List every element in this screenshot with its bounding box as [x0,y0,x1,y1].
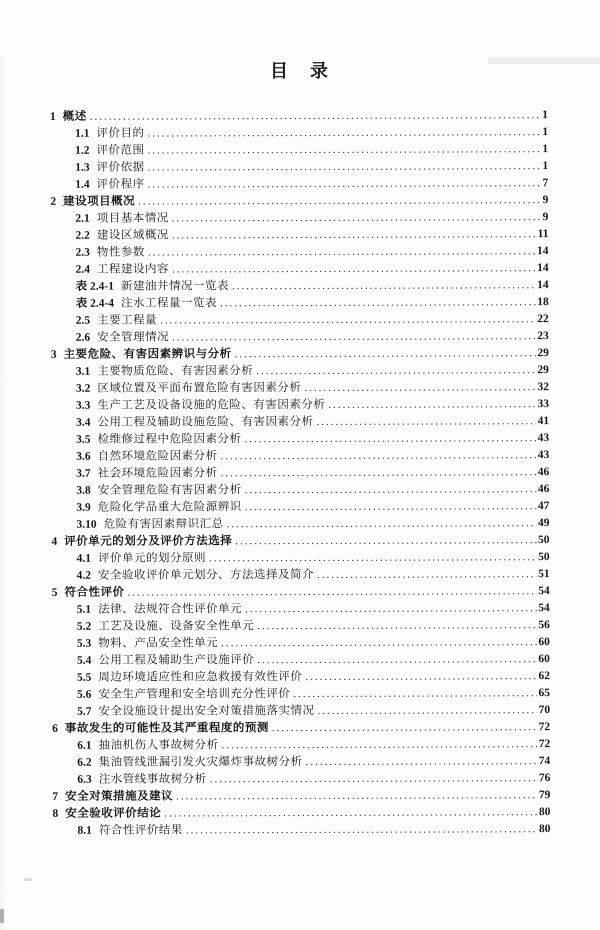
entry-page-number: 14 [536,245,549,258]
entry-page-number: 23 [537,330,549,343]
dot-leader [245,600,536,618]
toc-entry [52,821,550,840]
dot-leader [172,328,535,346]
toc-entry [52,719,550,738]
entry-title: 工程建设内容 [96,263,169,276]
entry-page-number: 54 [538,602,550,615]
dot-leader [172,226,536,244]
entry-number: 5.4 [76,654,92,667]
entry-page-number: 29 [537,347,549,360]
entry-title: 区域位置及平面布置危险有害因素分析 [97,381,302,395]
toc-entry [50,158,548,177]
dot-leader [222,736,537,754]
entry-number: 2.3 [75,246,90,259]
entry-title: 注水工程量一览表 [121,297,218,310]
entry-number: 3.2 [75,382,91,395]
toc-entry [50,209,548,228]
dot-leader [221,634,536,652]
toc-entry [51,396,549,415]
dot-leader [245,481,536,499]
entry-page-number: 50 [538,551,550,564]
entry-title: 危险有害因素辩识汇总 [103,518,224,531]
dot-leader [220,294,535,312]
entry-title: 评价程序 [96,178,145,191]
entry-page-number: 41 [537,415,550,428]
toc-entry [51,481,549,500]
toc-entry [51,311,549,330]
entry-number: 6.3 [77,773,92,786]
entry-number: 5.5 [76,671,92,684]
dot-leader [305,668,536,686]
toc-entry [51,464,549,483]
entry-page-number: 46 [537,466,550,479]
toc-entry [51,515,549,534]
entry-number: 2.6 [75,331,91,344]
entry-title: 工艺及设施、设备安全性单元 [98,620,255,633]
toc-entry [52,685,550,704]
entry-page-number: 50 [537,534,550,547]
toc-entry [51,362,549,381]
entry-title: 抽油机伤人事故树分析 [98,739,219,752]
entry-page-number: 7 [542,177,549,190]
entry-number: 5.3 [76,637,92,650]
entry-number: 3.7 [76,467,91,480]
entry-number: 8 [52,807,59,820]
dot-leader [317,702,536,720]
entry-title: 自然环境危险因素分析 [97,450,218,463]
toc-entry [50,192,548,211]
dot-leader [232,277,535,295]
entry-number: 3.1 [75,365,91,378]
toc-entry [52,787,550,806]
entry-page-number: 29 [537,364,549,377]
scan-speck [0,909,4,923]
dot-leader [172,260,535,278]
dot-leader [210,770,537,788]
toc-entry [52,770,550,789]
entry-number: 3.6 [76,450,91,463]
entry-title: 安全管理危险有害因素分析 [97,484,242,497]
toc-entry [51,328,549,347]
entry-page-number: 1 [542,160,549,173]
dot-leader [138,192,541,210]
dot-leader [257,651,536,669]
toc-entry [51,447,549,466]
entry-title: 建设项目概况 [63,195,136,208]
entry-title: 评价范围 [96,144,145,157]
entry-page-number: 43 [537,432,550,445]
dot-leader [164,804,537,822]
dot-leader [147,124,540,142]
entry-title: 主要危险、有害因素辨识与分析 [63,348,232,361]
dot-leader [245,430,536,448]
entry-page-number: 1 [542,126,549,139]
entry-title: 安全生产管理和安全培训充分性评价 [98,688,291,701]
entry-title: 检维修过程中危险因素分析 [97,433,242,446]
entry-number: 6.1 [77,739,92,752]
entry-page-number: 18 [537,296,549,309]
dot-leader [172,209,541,227]
page-title: 目 录 [270,61,330,81]
dot-leader [245,498,536,516]
dot-leader [272,719,537,737]
toc-entry [50,226,548,245]
entry-page-number: 54 [538,585,550,598]
entry-page-number: 32 [537,381,549,394]
entry-number: 表 2.4-1 [75,280,114,293]
entry-title: 社会环境危险因素分析 [97,467,218,480]
toc-entry [51,260,549,279]
toc-entry [50,124,548,143]
entry-page-number: 72 [538,738,551,751]
toc-entry [52,753,550,772]
entry-number: 3 [50,348,57,361]
entry-title: 评价目的 [96,127,145,140]
entry-title: 物性参数 [96,246,145,259]
entry-number: 2 [50,195,57,208]
toc-entry [52,804,550,823]
entry-page-number: 60 [538,653,550,666]
entry-title: 项目基本情况 [96,212,169,225]
toc-entry [51,277,549,296]
entry-page-number: 70 [538,704,551,717]
entry-number: 3.3 [76,399,91,412]
entry-page-number: 65 [538,687,551,700]
scan-speck [24,878,32,881]
dot-leader [148,243,535,261]
entry-title: 符合性评价结果 [98,824,183,837]
dot-leader [316,413,535,431]
toc-entry [52,549,550,568]
entry-title: 主要物质危险、有害因素分析 [97,365,254,378]
toc-entry [50,107,548,126]
toc-entry [52,583,550,602]
dot-leader [328,396,535,414]
entry-title: 公用工程及辅助设施危险、有害因素分析 [97,415,314,429]
entry-page-number: 11 [537,228,549,241]
entry-title: 安全对策措施及建议 [65,790,174,803]
entry-number: 1 [50,110,56,123]
entry-number: 1.4 [75,178,90,191]
toc-entry [51,379,549,398]
entry-number: 8.1 [77,824,92,837]
toc-entry [50,243,548,262]
toc-entry [50,141,548,160]
entry-title: 建设区域概况 [96,229,169,242]
entry-title: 法律、法规符合性评价单元 [98,603,243,616]
dot-leader [235,345,536,363]
entry-number: 3.4 [76,416,91,429]
entry-page-number: 74 [538,755,551,768]
toc-entry [51,532,549,551]
entry-number: 1.1 [75,127,90,140]
dot-leader [293,685,536,703]
dot-leader [227,515,536,533]
entry-number: 表 2.4-4 [75,297,115,310]
entry-title: 符合性评价 [64,586,125,599]
entry-page-number: 60 [538,636,550,649]
entry-page-number: 14 [537,262,549,275]
entry-title: 安全设施设计提出安全对策措施落实情况 [98,704,315,718]
entry-number: 4.1 [76,552,91,565]
scan-left-edge-shadow [0,57,7,930]
dot-leader [90,107,541,126]
entry-title: 危险化学品重大危险源辨识 [97,501,242,514]
entry-title: 公用工程及辅助生产设施评价 [98,654,255,667]
entry-page-number: 1 [542,143,549,156]
dot-leader [160,311,535,329]
dot-leader [306,753,537,771]
entry-page-number: 9 [542,194,549,207]
entry-page-number: 47 [537,500,550,513]
entry-title: 周边环境适应性和应急救援有效性评价 [98,670,303,684]
dot-leader [317,566,536,584]
dot-leader [127,583,536,601]
entry-page-number: 51 [538,568,550,581]
entry-number: 2.1 [75,212,90,225]
toc-entry [51,413,549,432]
entry-title: 事故发生的可能性及其严重程度的预测 [64,722,269,735]
entry-title: 安全管理情况 [97,331,170,344]
dot-leader [186,821,537,839]
entry-page-number: 43 [537,449,550,462]
toc-entry [52,651,550,670]
entry-number: 3.10 [76,518,97,531]
entry-page-number: 56 [538,619,550,632]
toc-entry [52,600,550,619]
entry-page-number: 49 [537,517,550,530]
entry-title: 安全验收评价结论 [65,807,162,820]
entry-page-number: 33 [537,398,550,411]
entry-number: 2.2 [75,229,90,242]
dot-leader [235,532,536,550]
entry-number: 2.4 [75,263,90,276]
toc-entry [52,702,550,721]
toc-entry [52,634,550,653]
entry-title: 注水管线事故树分析 [98,773,207,786]
entry-title: 评价依据 [96,161,145,174]
dot-leader [209,549,536,567]
entry-page-number: 72 [538,721,551,734]
toc-entry [50,175,548,194]
entry-number: 1.2 [75,144,90,157]
entry-title: 安全验收评价单元划分、方法选择及简介 [97,568,315,582]
entry-page-number: 79 [538,789,551,802]
toc-entry [52,736,550,755]
toc-entry [52,668,550,687]
entry-number: 5.7 [77,705,92,718]
entry-title: 主要工程量 [97,314,158,327]
entry-title: 评价单元的划分原则 [97,552,206,565]
entry-number: 5.6 [77,688,92,701]
toc-entry [52,566,550,585]
entry-number: 3.5 [76,433,91,446]
entry-title: 集油管线泄漏引发火灾爆炸事故树分析 [98,755,303,769]
entry-number: 4.2 [76,569,92,582]
entry-title: 评价单元的划分及评价方法选择 [64,535,233,548]
entry-page-number: 14 [537,279,549,292]
toc-entry [51,294,549,313]
dot-leader [221,464,536,482]
entry-page-number: 46 [537,483,550,496]
entry-title: 概述 [62,110,87,123]
dot-leader [148,158,541,176]
entry-number: 5.1 [76,603,92,616]
dot-leader [221,447,536,465]
entry-number: 5.2 [76,620,92,633]
dot-leader [147,141,540,159]
entry-page-number: 80 [538,806,551,819]
entry-page-number: 76 [538,772,551,785]
entry-title: 新建油井情况一览表 [120,280,229,293]
dot-leader [304,379,535,397]
toc-entry [51,345,549,364]
entry-number: 7 [52,790,59,803]
dot-leader [148,175,541,193]
entry-page-number: 62 [538,670,551,683]
entry-number: 5 [51,586,58,599]
dot-leader [176,787,537,805]
entry-page-number: 80 [538,823,551,836]
toc-entry [52,617,550,636]
toc-entry [51,430,549,449]
entry-page-number: 9 [542,211,549,224]
entry-number: 3.8 [76,484,91,497]
entry-number: 6 [52,722,58,735]
entry-title: 生产工艺及设备设施的危险、有害因素分析 [97,398,326,412]
entry-number: 1.3 [75,161,90,174]
entry-number: 2.5 [75,314,91,327]
toc [50,107,551,840]
toc-entry [51,498,549,517]
entry-number: 4 [51,535,58,548]
entry-page-number: 22 [537,313,549,326]
entry-page-number: 1 [542,109,549,122]
entry-number: 3.9 [76,501,91,514]
dot-leader [257,617,536,635]
dot-leader [256,362,535,380]
entry-title: 物料、产品安全性单元 [98,637,219,650]
entry-number: 6.2 [77,756,92,769]
